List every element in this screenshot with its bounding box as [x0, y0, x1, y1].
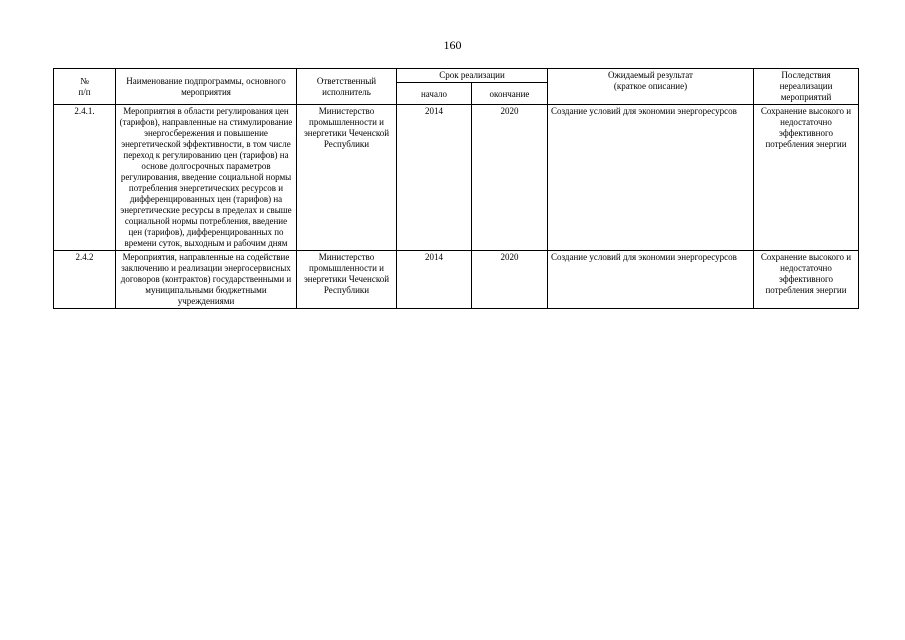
header-result: Ожидаемый результат (краткое описание) — [548, 69, 754, 105]
header-start: начало — [397, 83, 472, 105]
header-name: Наименование подпрограммы, основного мероприятия — [116, 69, 297, 105]
table-row — [54, 105, 859, 251]
row-num: 2.4.2 — [54, 251, 116, 309]
row-consequences: Сохранение высокого и недостаточно эффективного потребления энергии — [754, 105, 859, 251]
row-name: Мероприятия, направленные на содействие заключению и реализации энергосервисных договоров (контрактов) государственными и муниципальными бюджетными учреждениями — [116, 251, 297, 309]
header-row-top — [54, 69, 859, 83]
header-consequences: Последствия нереализации мероприятий — [754, 69, 859, 105]
header-end: окончание — [472, 83, 548, 105]
row-start: 2014 — [397, 105, 472, 251]
row-executor: Министерство промышленности и энергетики Чеченской Республики — [297, 105, 397, 251]
header-num: № п/п — [54, 69, 116, 105]
row-start: 2014 — [397, 251, 472, 309]
page-number: 160 — [443, 38, 462, 52]
row-result: Создание условий для экономии энергоресурсов — [548, 251, 754, 309]
row-executor: Министерство промышленности и энергетики Чеченской Республики — [297, 251, 397, 309]
table-row — [54, 251, 859, 309]
row-end: 2020 — [472, 251, 548, 309]
row-result: Создание условий для экономии энергоресурсов — [548, 105, 754, 251]
row-consequences: Сохранение высокого и недостаточно эффективного потребления энергии — [754, 251, 859, 309]
measures-table — [53, 68, 859, 309]
row-name: Мероприятия в области регулирования цен (тарифов), направленные на стимулирование энергосбережения и повышение энергетической эффективности, в том числе переход к регулированию цен (тарифов) на основе долгосрочных параметров регулирования, введение социальной нормы потребления энергетических ресурсов и дифференцированных цен (тарифов) на энергетические ресурсы в пределах и свыше социальной нормы потребления, введение цен (тарифов), дифференцированных по времени суток, выходным и рабочим дням — [116, 105, 297, 251]
header-executor: Ответственный исполнитель — [297, 69, 397, 105]
row-num: 2.4.1. — [54, 105, 116, 251]
header-period: Срок реализации — [397, 69, 548, 83]
row-end: 2020 — [472, 105, 548, 251]
